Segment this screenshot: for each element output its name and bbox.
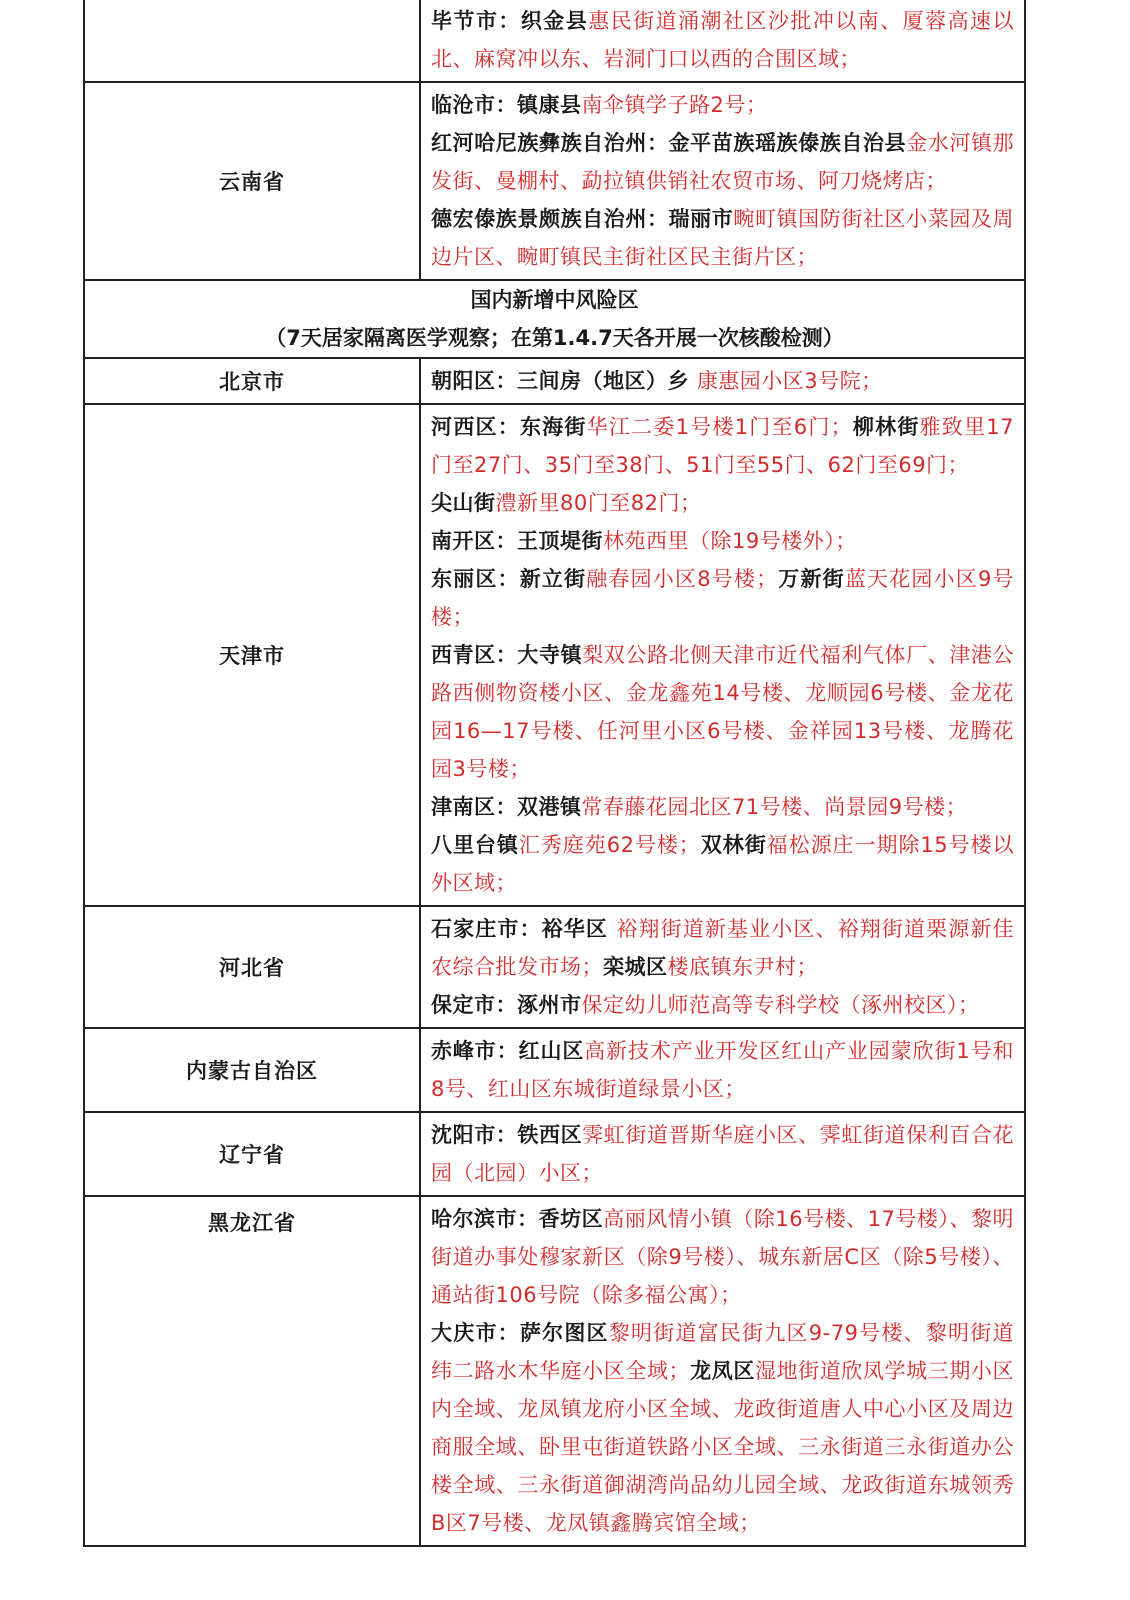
area-entry [431, 910, 1014, 986]
province-cell [84, 0, 420, 82]
area-entry [431, 1314, 1014, 1542]
risk-location: 雅致里17门至27门、35门至38门、51门至55门、62门至69门； [431, 415, 1014, 477]
area-entry [431, 1032, 1014, 1108]
area-entry [431, 986, 1014, 1024]
area-entry [431, 362, 1014, 400]
risk-location: 惠民街道涌潮社区沙批冲以南、厦蓉高速以北、麻窝冲以东、岩洞门口以西的合围区域； [431, 9, 1015, 71]
district-label: 津南区：双港镇 [431, 795, 582, 819]
table-section-medium-risk [84, 280, 1025, 358]
area-entry [431, 636, 1014, 788]
area-entry [431, 2, 1014, 78]
district-label: 大庆市：萨尔图区 [431, 1321, 609, 1345]
district-label: 万新街 [777, 567, 845, 591]
province-cell: 黑龙江省 [84, 1196, 420, 1546]
risk-location: 蓝天花园小区9号楼； [431, 567, 1014, 629]
risk-location: 南伞镇学子路2号； [581, 93, 768, 117]
district-label: 沈阳市：铁西区 [431, 1123, 583, 1147]
area-entry [431, 1116, 1014, 1192]
risk-location: 霁虹街道晋斯华庭小区、霁虹街道保利百合花园（北园）小区； [431, 1123, 1015, 1185]
district-label: 河西区：东海街 [431, 415, 587, 439]
risk-location: 畹町镇国防街社区小菜园及周边片区、畹町镇民主街社区民主街片区； [431, 207, 1015, 269]
district-label: 南开区：王顶堤街 [431, 529, 603, 553]
risk-location: 梨双公路北侧天津市近代福利气体厂、津港公路西侧物资楼小区、金龙鑫苑14号楼、龙顺园6号楼、金龙花园16—17号楼、任河里小区6号楼、金祥园13号楼、龙腾花园3号楼； [431, 643, 1015, 781]
risk-location: 高丽风情小镇（除16号楼、17号楼）、黎明街道办事处穆家新区（除9号楼）、城东新居C区（除5号楼）、通站街106号院（除多福公寓）； [431, 1207, 1014, 1307]
district-label: 尖山街 [431, 491, 496, 515]
table-row [84, 404, 1025, 906]
area-detail-cell [420, 404, 1025, 906]
risk-location: 保定幼儿师范高等专科学校（涿州校区）； [581, 993, 980, 1017]
province-cell: 天津市 [84, 404, 420, 906]
district-label: 红河哈尼族彝族自治州：金平苗族瑶族傣族自治县 [431, 131, 907, 155]
table-body-high-risk [84, 0, 1025, 280]
table-row [84, 1196, 1025, 1546]
risk-location: 常春藤花园北区71号楼、尚景园9号楼； [581, 795, 968, 819]
area-detail-cell [420, 0, 1025, 82]
risk-area-table [83, 0, 1026, 1547]
table-row [84, 1028, 1025, 1112]
risk-location: 裕翔街道新基业小区、裕翔街道栗源新佳农综合批发市场； [431, 917, 1015, 979]
area-detail-cell [420, 1196, 1025, 1546]
district-label: 德宏傣族景颇族自治州：瑞丽市 [431, 207, 734, 231]
area-detail-cell [420, 82, 1025, 280]
table-row [84, 358, 1025, 404]
section-header-cell [84, 280, 1025, 358]
table-row [84, 906, 1025, 1028]
risk-location: 融春园小区8号楼； [586, 567, 778, 591]
section-header-row [84, 280, 1025, 358]
district-label: 双林街 [700, 833, 767, 857]
risk-location: 湿地街道欣凤学城三期小区内全域、龙凤镇龙府小区全域、龙政街道唐人中心小区及周边商服全域、卧里屯街道铁路小区全域、三永街道三永街道办公楼全域、三永街道御湖湾尚品幼儿园全域、龙政街道东城领秀B区7号楼、龙凤镇鑫腾宾馆全域； [431, 1359, 1015, 1535]
area-entry [431, 826, 1014, 902]
province-cell: 北京市 [84, 358, 420, 404]
district-label: 石家庄市：裕华区 [431, 917, 617, 941]
table-body-medium-risk [84, 358, 1025, 1546]
area-entry [431, 124, 1014, 200]
risk-location: 福松源庄一期除15号楼以外区域； [431, 833, 1015, 895]
province-cell: 辽宁省 [84, 1112, 420, 1196]
area-entry [431, 560, 1014, 636]
risk-location: 康惠园小区3号院； [696, 369, 883, 393]
area-detail-cell [420, 906, 1025, 1028]
table-row [84, 82, 1025, 280]
area-entry [431, 1200, 1014, 1314]
risk-location: 高新技术产业开发区红山产业园蒙欣街1号和8号、红山区东城街道绿景小区； [431, 1039, 1015, 1101]
province-cell: 云南省 [84, 82, 420, 280]
risk-location: 汇秀庭苑62号楼； [518, 833, 701, 857]
area-detail-cell [420, 1028, 1025, 1112]
area-entry [431, 200, 1014, 276]
province-cell: 内蒙古自治区 [84, 1028, 420, 1112]
risk-location: 楼底镇东尹村； [667, 955, 818, 979]
table-row [84, 1112, 1025, 1196]
district-label: 赤峰市：红山区 [431, 1039, 585, 1063]
province-cell: 河北省 [84, 906, 420, 1028]
district-label: 朝阳区：三间房（地区）乡 [431, 369, 697, 393]
risk-location: 澧新里80门至82门； [495, 491, 702, 515]
district-label: 柳林街 [852, 415, 920, 439]
area-detail-cell [420, 358, 1025, 404]
section-subtitle: （7天居家隔离医学观察；在第1.4.7天各开展一次核酸检测） [265, 326, 844, 350]
risk-location: 华江二委1号楼1门至6门； [586, 415, 853, 439]
district-label: 龙凤区 [690, 1359, 755, 1383]
district-label: 东丽区：新立街 [431, 567, 587, 591]
area-entry [431, 484, 1014, 522]
area-entry [431, 522, 1014, 560]
section-title: 国内新增中风险区 [470, 288, 639, 312]
district-label: 西青区：大寺镇 [431, 643, 583, 667]
district-label: 临沧市：镇康县 [431, 93, 582, 117]
risk-location: 林苑西里（除19号楼外）； [603, 529, 857, 553]
area-entry [431, 788, 1014, 826]
area-entry [431, 86, 1014, 124]
table-row [84, 0, 1025, 82]
risk-location: 黎明街道富民街九区9-79号楼、黎明街道纬二路水木华庭小区全域； [431, 1321, 1014, 1383]
district-label: 哈尔滨市：香坊区 [431, 1207, 604, 1231]
district-label: 八里台镇 [431, 833, 519, 857]
area-entry [431, 408, 1014, 484]
district-label: 毕节市：织金县 [431, 9, 589, 33]
risk-location: 金水河镇那发街、曼棚村、勐拉镇供销社农贸市场、阿刀烧烤店； [431, 131, 1015, 193]
area-detail-cell [420, 1112, 1025, 1196]
district-label: 栾城区 [603, 955, 668, 979]
district-label: 保定市：涿州市 [431, 993, 582, 1017]
